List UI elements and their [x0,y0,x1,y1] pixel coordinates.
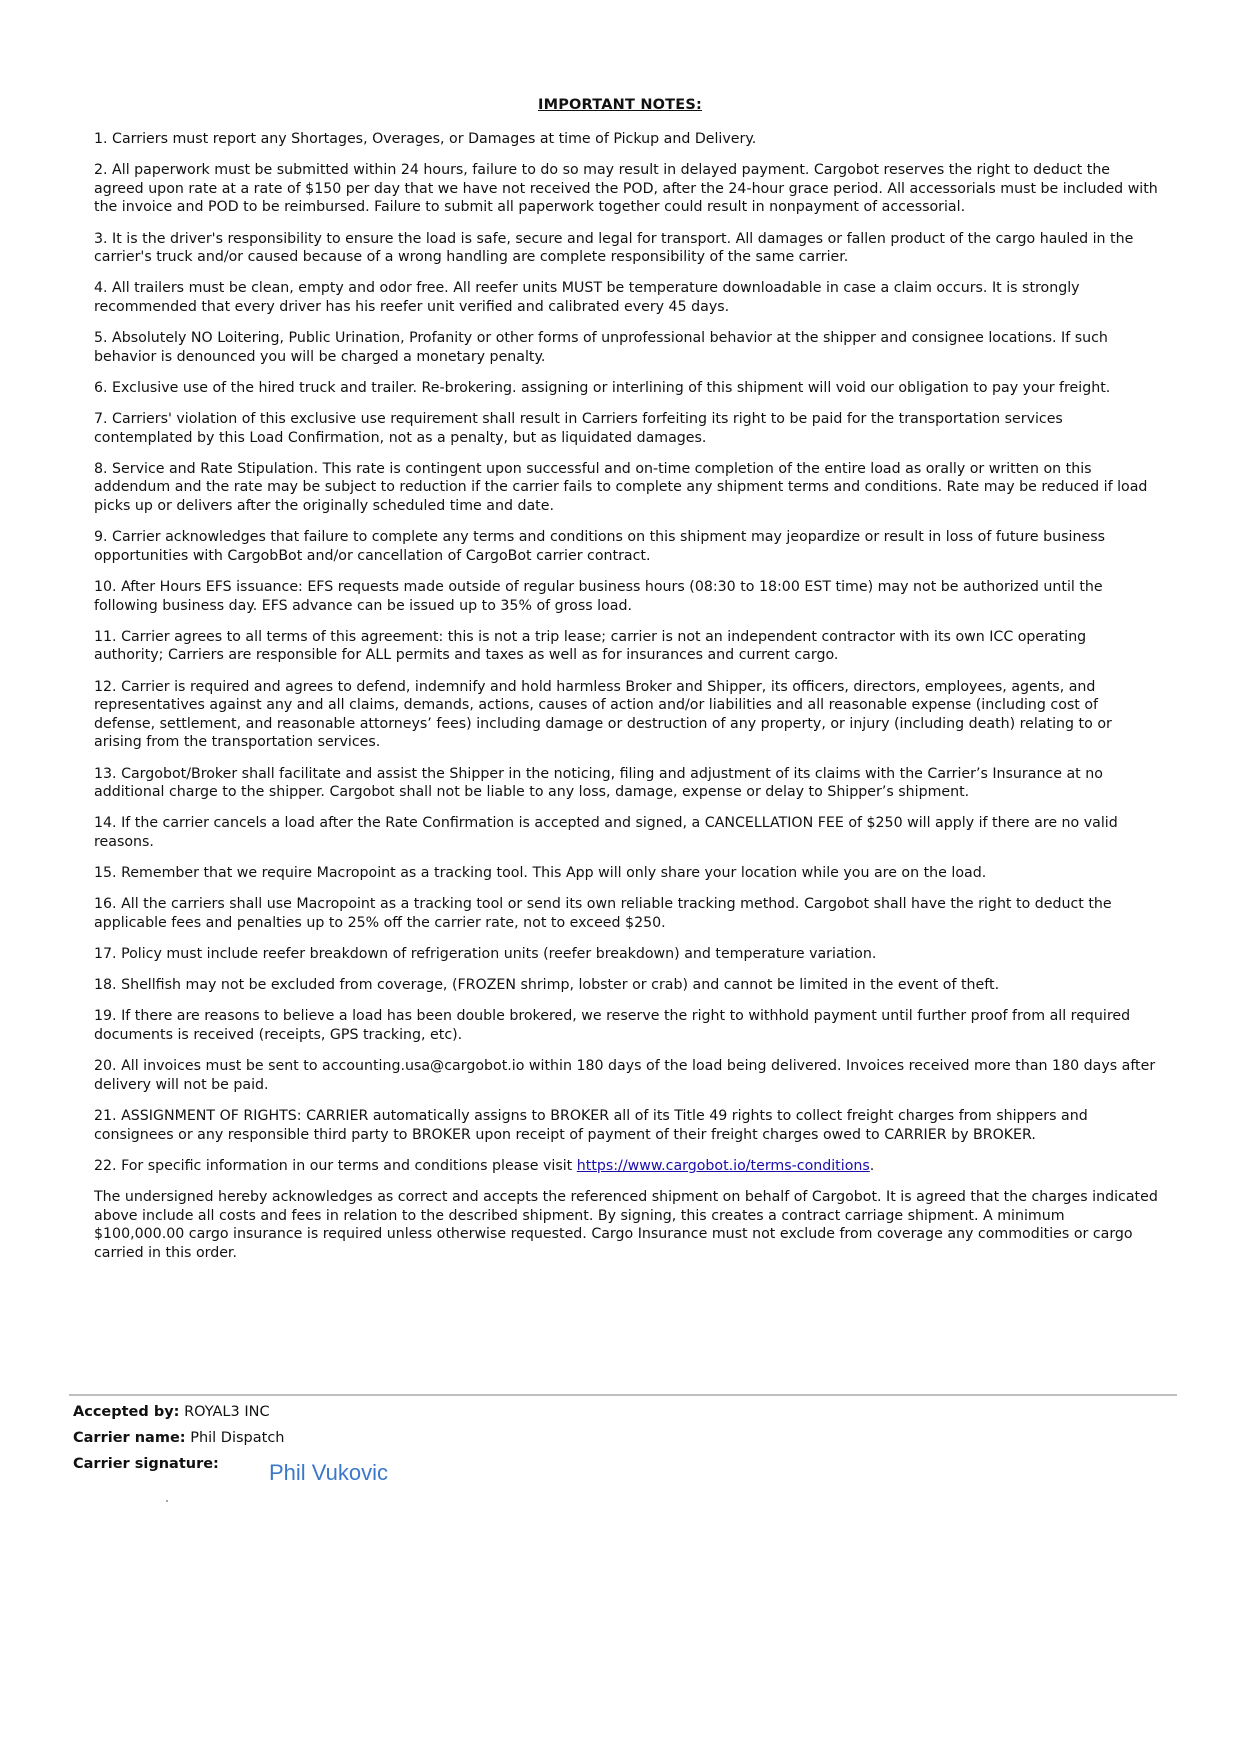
note-19: 19. If there are reasons to believe a load has been double brokered, we reserve the right to withhold payment until further proof from all required documents is received (receipts, GPS tracking, etc). [94,1008,1131,1044]
accepted-by-row [73,1404,270,1420]
note-2: 2. All paperwork must be submitted within 24 hours, failure to do so may result in delayed payment. Cargobot reserves the right to deduct the agreed upon rate at a rate of $150 per day that we have not received the POD, after the 24-hour grace period. All accessorials must be included with the invoice and POD to be reimbursed. Failure to submit all paperwork together could result in nonpayment of accessorial. [94,162,1158,216]
note-9: 9. Carrier acknowledges that failure to complete any terms and conditions on this shipment may jeopardize or result in loss of future business opportunities with CargobBot and/or cancellation of CargoBot carrier contract. [94,529,1105,564]
notes-list [94,130,1158,1275]
note-4: 4. All trailers must be clean, empty and odor free. All reefer units MUST be temperature downloadable in case a claim occurs. It is strongly recommended that every driver has his reefer unit verified and calibrated every 45 days. [94,280,1080,315]
note-10: 10. After Hours EFS issuance: EFS requests made outside of regular business hours (08:30 to 18:00 EST time) may not be authorized until the following business day. EFS advance can be issued up to 35% of gross load. [94,579,1103,614]
note-5: 5. Absolutely NO Loitering, Public Urination, Profanity or other forms of unprofessional behavior at the shipper and consignee locations. If such behavior is denounced you will be charged a monetary penalty. [94,330,1108,365]
terms-link[interactable]: https://www.cargobot.io/terms-conditions [576,1157,870,1174]
note-7: 7. Carriers' violation of this exclusive use requirement shall result in Carriers forfeiting its right to be paid for the transportation services contemplated by this Load Confirmation, not as a penalty, but as liquidated damages. [94,411,1063,446]
note-8: 8. Service and Rate Stipulation. This rate is contingent upon successful and on-time completion of the entire load as orally or written on this addendum and the rate may be subject to reduction if the carrier fails to complete any shipment terms and conditions. Rate may be reduced if load picks up or delivers after the originally scheduled time and date. [94,460,1148,515]
note-21: 21. ASSIGNMENT OF RIGHTS: CARRIER automatically assigns to BROKER all of its Title 49 rights to collect freight charges from shippers and consignees or any responsible third party to BROKER upon receipt of payment of their freight charges owed to CARRIER by BROKER. [94,1108,1088,1143]
note-22-prefix: 22. For specific information in our terms and conditions please visit [94,1157,577,1174]
note-13: 13. Cargobot/Broker shall facilitate and assist the Shipper in the noticing, filing and adjustment of its claims with the Carrier’s Insurance at no additional charge to the shipper. Cargobot shall not be liable to any loss, damage, expense or delay to Shipper’s shipment. [94,765,1103,801]
carrier-name-value: Phil Dispatch [190,1430,285,1446]
accepted-by-value: ROYAL3 INC [184,1404,270,1420]
note-15: 15. Remember that we require Macropoint as a tracking tool. This App will only share your location while you are on the load. [94,865,987,882]
page-title: IMPORTANT NOTES: [537,97,703,113]
note-14: 14. If the carrier cancels a load after the Rate Confirmation is accepted and signed, a CANCELLATION FEE of $250 will apply if there are no valid reasons. [94,815,1118,850]
note-3: 3. It is the driver's responsibility to ensure the load is safe, secure and legal for transport. All damages or fallen product of the cargo hauled in the carrier's truck and/or caused because of a wrong handling are complete responsibility of the same carrier. [94,230,1134,266]
note-22 [94,1157,1158,1176]
note-11: 11. Carrier agrees to all terms of this agreement: this is not a trip lease; carrier is not an independent contractor with its own ICC operating authority; Carriers are responsible for ALL permits and taxes as well as for insurances and current cargo. [94,628,1087,664]
carrier-name-row [73,1430,285,1446]
note-22-suffix: . [869,1157,875,1174]
note-1: 1. Carriers must report any Shortages, Overages, or Damages at time of Pickup and Delivery. [94,131,757,147]
note-18: 18. Shellfish may not be excluded from coverage, (FROZEN shrimp, lobster or crab) and cannot be limited in the event of theft. [94,977,1000,994]
note-6: 6. Exclusive use of the hired truck and trailer. Re-brokering. assigning or interlining of this shipment will void our obligation to pay your freight. [94,379,1111,396]
stray-mark [166,1500,168,1502]
note-17: 17. Policy must include reefer breakdown of refrigeration units (reefer breakdown) and temperature variation. [94,946,877,963]
note-12: 12. Carrier is required and agrees to defend, indemnify and hold harmless Broker and Shipper, its officers, directors, employees, agents, and representatives against any and all claims, demands, actions, causes of action and/or liabilities and all reasonable expense (including cost of defense, settlement, and reasonable attorneys’ fees) including damage or destruction of any property, or injury (including death) relating to or arising from the transportation services. [94,678,1112,751]
carrier-name-label: Carrier name: [73,1430,186,1446]
closing-paragraph: The undersigned hereby acknowledges as correct and accepts the referenced shipment on behalf of Cargobot. It is agreed that the charges indicated above include all costs and fees in relation to the described shipment. By signing, this creates a contract carriage shipment. A minimum $100,000.00 cargo insurance is required unless otherwise requested. Cargo Insurance must not exclude from coverage any commodities or cargo carried in this order. [94,1189,1158,1261]
accepted-by-label: Accepted by: [73,1404,180,1420]
note-16: 16. All the carriers shall use Macropoint as a tracking tool or send its own reliable tracking method. Cargobot shall have the right to deduct the applicable fees and penalties up to 25% off the carrier rate, not to exceed $250. [94,896,1112,931]
note-20: 20. All invoices must be sent to accounting.usa@cargobot.io within 180 days of the load being delivered. Invoices received more than 180 days after delivery will not be paid. [94,1058,1156,1093]
carrier-signature-row [73,1456,219,1472]
section-divider [69,1394,1177,1396]
carrier-signature: Phil Vukovic [269,1460,389,1485]
carrier-signature-label: Carrier signature: [73,1456,219,1472]
